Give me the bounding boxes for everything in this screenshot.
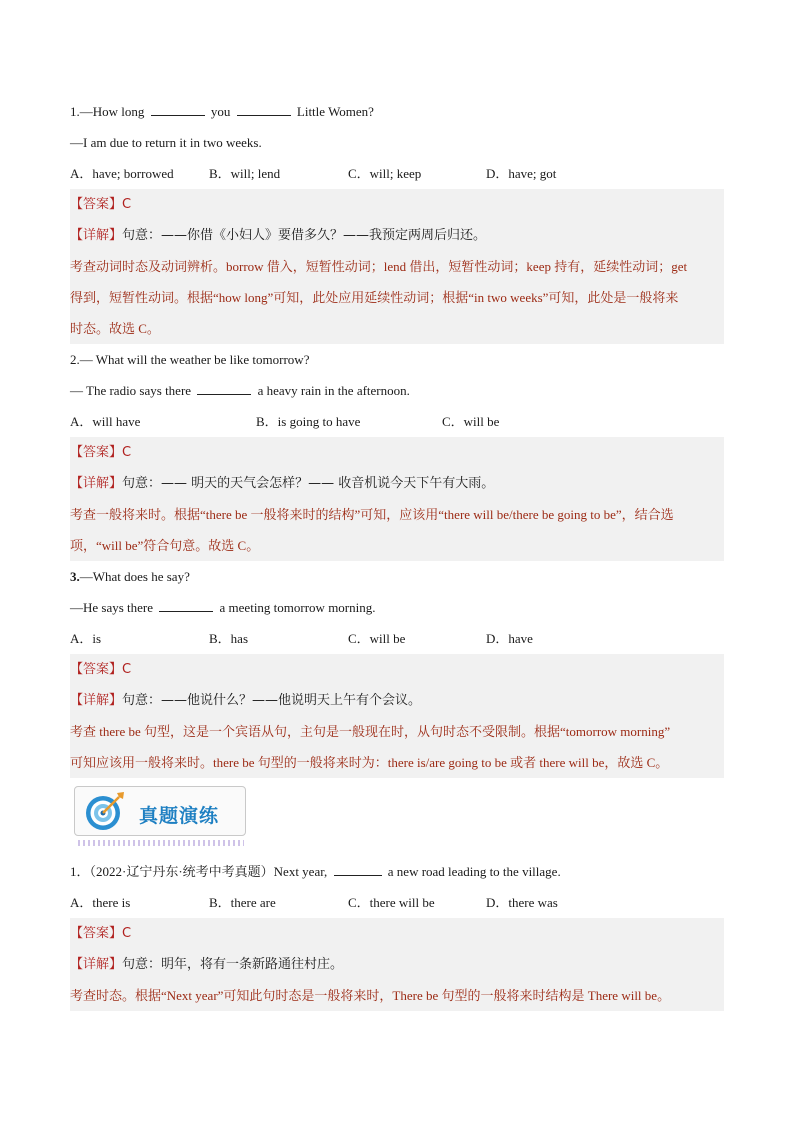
q3-reply-part: a meeting tomorrow morning. — [219, 600, 376, 615]
worksheet — [70, 96, 724, 1011]
explanation-line: 考查动词时态及动词辨析。borrow 借入，短暂性动词；lend 借出，短暂性动词；keep 持有，延续性动词；get — [70, 259, 688, 274]
q1-options — [70, 158, 724, 189]
detail-text: 句意：明年，将有一条新路通往村庄。 — [122, 957, 344, 972]
answer-line — [70, 437, 724, 468]
blank — [334, 863, 382, 876]
detail-text: 句意：——你借《小妇人》要借多久？——我预定两周后归还。 — [122, 228, 487, 243]
explanation-line: 考查 there be 句型，这是一个宾语从句，主句是一般现在时，从句时态不受限制。根据“tomorrow morning” — [70, 724, 671, 739]
detail-tag: 【详解】 — [70, 476, 123, 491]
blank — [237, 103, 291, 116]
explanation-line: 考查一般将来时。根据“there be 一般将来时的结构”可知，应该用“there will be/there be going to be”，结合选 — [70, 507, 674, 522]
q4-stem-part: 1．（2022·辽宁丹东·统考中考真题）Next year, — [70, 864, 328, 879]
detail-tag: 【详解】 — [70, 228, 123, 243]
answer-tag: 【答案】 — [70, 662, 123, 677]
q3-options — [70, 623, 724, 654]
detail-line — [70, 468, 724, 499]
option: C．will be — [442, 414, 500, 429]
q3-reply-part: —He says there — [70, 600, 154, 615]
option: A．is — [70, 631, 102, 646]
explanation-line: 可知应该用一般将来时。there be 句型的一般将来时为：there is/are going to be 或者 there will be，故选 C。 — [70, 755, 669, 770]
q1-reply: —I am due to return it in two weeks. — [70, 135, 262, 150]
answer-tag: 【答案】 — [70, 197, 123, 212]
explanation-line: 考查时态。根据“Next year”可知此句时态是一般将来时，There be 句型的一般将来时结构是 There will be。 — [70, 988, 671, 1003]
answer-tag: 【答案】 — [70, 445, 123, 460]
q3-stem-text: —What does he say? — [79, 569, 190, 584]
q4-stem — [70, 856, 724, 887]
explanation-line: 时态。故选 C。 — [70, 321, 160, 336]
detail-line — [70, 949, 724, 980]
detail-line — [70, 685, 724, 716]
q4-options — [70, 887, 724, 918]
answer-tag: 【答案】 — [70, 926, 123, 941]
option: A．there is — [70, 895, 131, 910]
option: C．will; keep — [348, 166, 422, 181]
q1-stem-part: you — [210, 104, 231, 119]
answer-value: C — [122, 926, 132, 941]
detail-text: 句意：—— 明天的天气会怎样？—— 收音机说今天下午有大雨。 — [122, 476, 495, 491]
detail-line — [70, 220, 724, 251]
q3-solution — [70, 654, 724, 778]
q2-solution — [70, 437, 724, 561]
option: B．is going to have — [256, 414, 361, 429]
q2-reply — [70, 375, 724, 406]
target-icon — [83, 789, 127, 833]
answer-line — [70, 654, 724, 685]
detail-text: 句意：——他说什么？——他说明天上午有个会议。 — [122, 693, 422, 708]
option: A．will have — [70, 414, 141, 429]
q1-solution — [70, 189, 724, 344]
answer-line — [70, 918, 724, 949]
banner-box — [74, 786, 246, 836]
detail-tag: 【详解】 — [70, 693, 123, 708]
answer-value: C — [122, 445, 132, 460]
option: B．there are — [209, 895, 276, 910]
detail-tag: 【详解】 — [70, 957, 123, 972]
q3-stem — [70, 561, 724, 592]
answer-value: C — [122, 662, 132, 677]
option: C．will be — [348, 631, 406, 646]
q4-stem-part: a new road leading to the village. — [387, 864, 561, 879]
banner-title: 真题演练 — [139, 805, 220, 827]
option: D．have; got — [486, 166, 557, 181]
option: D．have — [486, 631, 533, 646]
q2-stem: 2.— What will the weather be like tomorrow? — [70, 352, 310, 367]
q2-reply-part: a heavy rain in the afternoon. — [257, 383, 410, 398]
banner-stripe — [78, 840, 244, 846]
answer-line — [70, 189, 724, 220]
option: D．there was — [486, 895, 558, 910]
explanation-line: 得到，短暂性动词。根据“how long”可知，此处应用延续性动词；根据“in two weeks”可知，此处是一般将来 — [70, 290, 679, 305]
blank — [159, 599, 213, 612]
explanation-line: 项，“will be”符合句意。故选 C。 — [70, 538, 260, 553]
answer-value: C — [122, 197, 132, 212]
q2-reply-part: — The radio says there — [70, 383, 192, 398]
q3-number: 3. — [70, 569, 80, 584]
option: B．has — [209, 631, 249, 646]
q1-stem-part: 1.—How long — [70, 104, 145, 119]
option: C．there will be — [348, 895, 435, 910]
section-banner — [70, 778, 724, 856]
q1-stem-part: Little Women? — [296, 104, 374, 119]
option: B．will; lend — [209, 166, 281, 181]
option: A．have; borrowed — [70, 166, 174, 181]
blank — [197, 382, 251, 395]
q1-stem — [70, 96, 724, 127]
blank — [151, 103, 205, 116]
q3-reply — [70, 592, 724, 623]
q4-solution — [70, 918, 724, 1011]
q2-options — [70, 406, 724, 437]
